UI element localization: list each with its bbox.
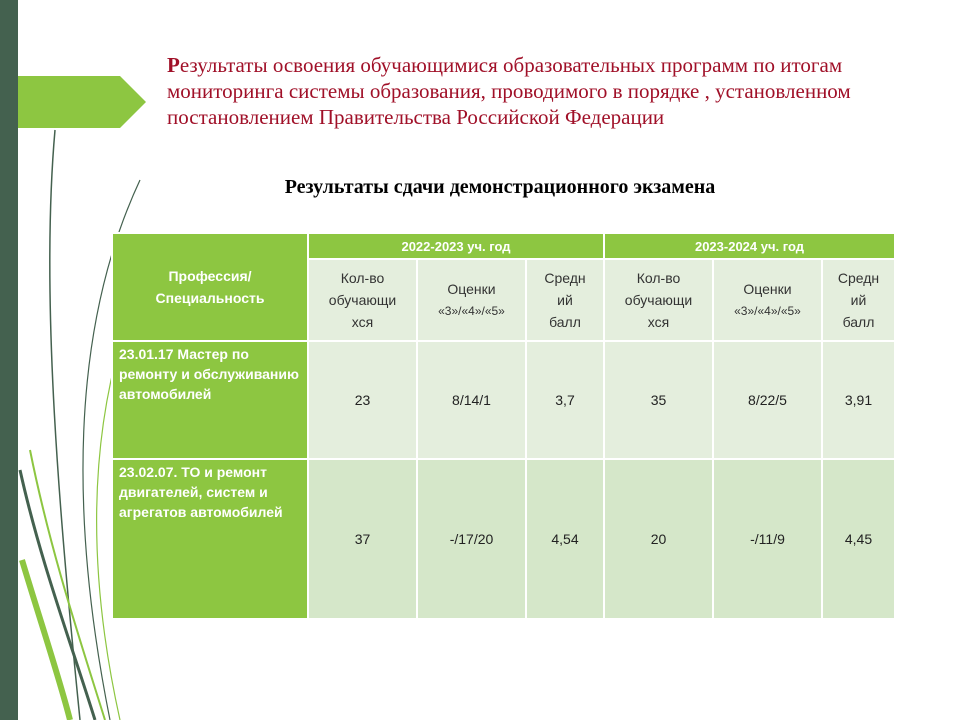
grades-header-line: Оценки	[447, 281, 496, 297]
count-header-line: Кол-во	[340, 270, 385, 286]
grades-header	[417, 259, 526, 341]
count-header-line: хся	[647, 314, 670, 330]
grades-cell: -/17/20	[417, 459, 526, 619]
page-title	[167, 52, 927, 130]
grades-cell: 8/22/5	[713, 341, 822, 459]
title-text: езультаты освоения обучающимися образовательных программ по итогам мониторинга системы образования, проводимого в порядке , установленном постановлением Правительства Российской Федерации	[167, 53, 851, 129]
count-header-line: обучающи	[328, 292, 397, 308]
grades-cell: -/11/9	[713, 459, 822, 619]
avg-header-line: ий	[557, 292, 573, 308]
count-header	[604, 259, 713, 341]
profession-header-line2: Специальность	[155, 290, 265, 306]
profession-cell: 23.01.17 Мастер по ремонту и обслуживанию автомобилей	[112, 341, 308, 459]
year-header-2022: 2022-2023 уч. год	[308, 233, 604, 259]
grades-header-line: Оценки	[743, 281, 792, 297]
grades-header-line: «3»/«4»/«5»	[734, 304, 801, 318]
avg-header-line: ий	[850, 292, 867, 308]
grades-cell: 8/14/1	[417, 341, 526, 459]
table-row	[112, 459, 895, 619]
left-accent-bar	[0, 0, 18, 720]
count-header-line: хся	[351, 314, 374, 330]
count-header-line: Кол-во	[636, 270, 681, 286]
avg-header-line: балл	[842, 314, 875, 330]
count-cell: 23	[308, 341, 417, 459]
count-header	[308, 259, 417, 341]
count-cell: 37	[308, 459, 417, 619]
avg-header-line: балл	[549, 314, 581, 330]
avg-cell: 3,7	[526, 341, 604, 459]
avg-header	[526, 259, 604, 341]
avg-cell: 4,45	[822, 459, 895, 619]
profession-header-line1: Профессия/	[168, 268, 252, 284]
avg-cell: 3,91	[822, 341, 895, 459]
grades-header-line: «3»/«4»/«5»	[438, 304, 505, 318]
profession-cell: 23.02.07. ТО и ремонт двигателей, систем и агрегатов автомобилей	[112, 459, 308, 619]
table-row	[112, 341, 895, 459]
results-table	[111, 232, 896, 620]
count-cell: 35	[604, 341, 713, 459]
title-first-letter: Р	[167, 53, 180, 77]
table-header-row	[112, 233, 895, 259]
avg-header-line: Средн	[837, 270, 880, 286]
avg-header	[822, 259, 895, 341]
green-arrow-decoration	[18, 76, 146, 128]
profession-header	[112, 233, 308, 341]
count-cell: 20	[604, 459, 713, 619]
table-subtitle: Результаты сдачи демонстрационного экзамена	[284, 176, 716, 198]
avg-cell: 4,54	[526, 459, 604, 619]
grades-header	[713, 259, 822, 341]
year-header-2023: 2023-2024 уч. год	[604, 233, 895, 259]
avg-header-line: Средн	[544, 270, 586, 286]
count-header-line: обучающи	[624, 292, 693, 308]
